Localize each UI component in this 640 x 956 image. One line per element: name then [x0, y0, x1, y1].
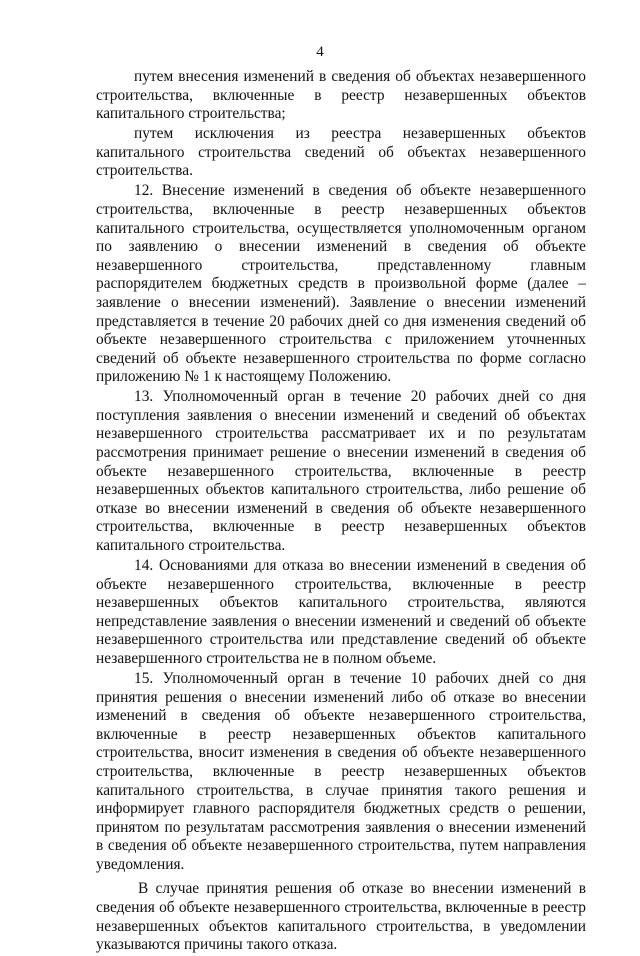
paragraph-clause-14: 14. Основаниями для отказа во внесении изменений в сведения об объекте незавершенного строительства, включенные в реестр незавершенных объектов капитального строительства, являются непредставление заявления о внесении изменений и сведений об объекте незавершенного строительства или представление сведений об объекте незавершенного строительства не в полном объеме.: [96, 557, 586, 667]
document-body: [96, 68, 586, 956]
page-number: 4: [316, 44, 324, 60]
paragraph-list-item-2: путем исключения из реестра незавершенных объектов капитального строительства сведений об объектах незавершенного строительства.: [96, 125, 586, 180]
paragraph-refusal-notice: В случае принятия решения об отказе во внесении изменений в сведения об объекте незавершенного строительства, включенные в реестр незавершенных объектов капитального строительства, в уведомлении указываются причины такого отказа.: [96, 880, 586, 954]
paragraph-list-item-1: путем внесения изменений в сведения об объектах незавершенного строительства, включенные в реестр незавершенных объектов капитального строительства;: [96, 68, 586, 123]
paragraph-clause-13: 13. Уполномоченный орган в течение 20 рабочих дней со дня поступления заявления о внесении изменений и сведений об объектах незавершенного строительства рассматривает их и по результатам рассмотрения принимает решение о внесении изменений в сведения об объекте незавершенного строительства, включенные в реестр незавершенных объектов капитального строительства, либо решение об отказе во внесении изменений в сведения об объекте незавершенного строительства, включенные в реестр незавершенных объектов капитального строительства.: [96, 388, 586, 555]
paragraph-clause-12: 12. Внесение изменений в сведения об объекте незавершенного строительства, включенные в реестр незавершенных объектов капитального строительства, осуществляется уполномоченным органом по заявлению о внесении изменений в сведения об объекте незавершенного строительства, представленному главным распорядителем бюджетных средств в произвольной форме (далее – заявление о внесении изменений). Заявление о внесении изменений представляется в течение 20 рабочих дней со дня изменения сведений об объекте незавершенного строительства с приложением уточненных сведений об объекте незавершенного строительства по форме согласно приложению № 1 к настоящему Положению.: [96, 182, 586, 386]
paragraph-clause-15: 15. Уполномоченный орган в течение 10 рабочих дней со дня принятия решения о внесении изменений либо об отказе во внесении изменений в сведения об объекте незавершенного строительства, включенные в реестр незавершенных объектов капитального строительства, вносит изменения в сведения об объекте незавершенного строительства, включенные в реестр незавершенных объектов капитального строительства, в случае принятия такого решения и информирует главного распорядителя бюджетных средств о решении, принятом по результатам рассмотрения заявления о внесении изменений в сведения об объекте незавершенного строительства, путем направления уведомления.: [96, 669, 586, 873]
